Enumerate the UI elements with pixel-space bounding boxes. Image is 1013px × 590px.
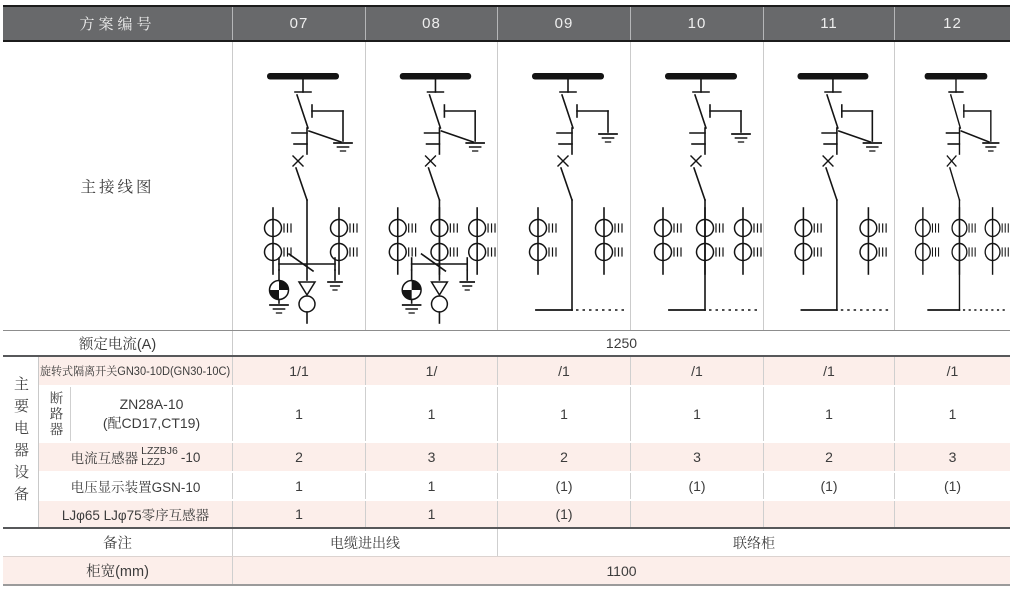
table-cell: 3 [630, 443, 763, 471]
table-cell: 3 [894, 443, 1010, 471]
table-cell: 1 [763, 387, 894, 441]
breaker-model-line1: ZN28A-10 [119, 396, 184, 413]
ct-model-top: LZZBJ6 [141, 444, 178, 457]
ct-model-bottom: LZZJ [141, 456, 166, 468]
wiring-diagram-10 [631, 42, 763, 330]
wiring-diagram-07 [233, 42, 365, 330]
table-cell: 1 [365, 473, 497, 499]
cabinet-width-row [3, 556, 1010, 584]
table-cell: 1 [365, 387, 497, 441]
table-cell: 1/1 [232, 357, 365, 385]
equipment-group-cell [3, 357, 39, 527]
ct-model-stack [141, 446, 178, 468]
table-cell [894, 501, 1010, 527]
table-cell [630, 501, 763, 527]
table-cell: 2 [763, 443, 894, 471]
table-cell: 1 [232, 473, 365, 499]
wiring-diagram-label: 主接线图 [80, 179, 155, 196]
table-cell: /1 [497, 357, 630, 385]
remarks-row [3, 527, 1010, 556]
row-disconnect-switch [39, 357, 1010, 385]
table-cell: 1 [894, 387, 1010, 441]
equipment-block [3, 357, 1010, 527]
zero-sequence-ct-label: LJφ65 LJφ75零序互感器 [61, 508, 210, 523]
row-circuit-breaker [39, 385, 1010, 441]
table-cell: 3 [365, 443, 497, 471]
remarks-tie-value: 联络柜 [497, 529, 1010, 556]
ct-model-suffix: -10 [180, 449, 201, 465]
table-cell: 1 [232, 387, 365, 441]
rated-current-label: 额定电流(A) [78, 336, 157, 353]
table-cell: /1 [763, 357, 894, 385]
wiring-diagram-row [3, 42, 1010, 330]
table-cell: 1 [630, 387, 763, 441]
row-zero-sequence-ct [39, 499, 1010, 527]
table-cell: (1) [497, 473, 630, 499]
column-header-07: 07 [232, 7, 365, 40]
table-cell: /1 [894, 357, 1010, 385]
table-cell: 1 [232, 501, 365, 527]
table-cell: 2 [232, 443, 365, 471]
rated-current-row [3, 330, 1010, 357]
voltage-display-label: 电压显示装置GSN-10 [70, 480, 201, 495]
table-cell [763, 501, 894, 527]
rated-current-value: 1250 [232, 331, 1010, 355]
table-cell: 1 [497, 387, 630, 441]
table-cell: /1 [630, 357, 763, 385]
circuit-breaker-sublabel: 断路器 [47, 390, 63, 438]
scheme-table [3, 5, 1010, 586]
wiring-diagram-12 [895, 42, 1010, 330]
table-cell: 1/ [365, 357, 497, 385]
table-cell: (1) [894, 473, 1010, 499]
wiring-diagram-08 [366, 42, 497, 330]
table-cell: 1 [365, 501, 497, 527]
breaker-model-line2: (配CD17,CT19) [102, 415, 201, 431]
column-header-09: 09 [497, 7, 630, 40]
cabinet-width-value: 1100 [232, 557, 1010, 584]
column-header-08: 08 [365, 7, 497, 40]
wiring-diagram-11 [764, 42, 894, 330]
table-cell: (1) [497, 501, 630, 527]
column-header-11: 11 [763, 7, 894, 40]
current-transformer-label [71, 446, 201, 468]
table-header-row [3, 5, 1010, 42]
ct-label-text: 电流互感器 [70, 451, 139, 466]
equipment-rows [39, 357, 1010, 527]
scheme-number-header: 方案编号 [79, 16, 156, 33]
equipment-group-label: 主要电器设备 [12, 376, 29, 508]
disconnect-switch-label: 旋转式隔离开关GN30-10D(GN30-10C) [40, 366, 231, 378]
circuit-breaker-sublabel-cell [39, 387, 71, 441]
wiring-diagram-09 [498, 42, 630, 330]
remarks-label: 备注 [103, 536, 132, 552]
remarks-cable-value: 电缆进出线 [232, 529, 497, 556]
column-header-12: 12 [894, 7, 1010, 40]
table-cell: 2 [497, 443, 630, 471]
circuit-breaker-model [71, 387, 232, 441]
row-voltage-display [39, 471, 1010, 499]
row-current-transformer [39, 441, 1010, 471]
cabinet-width-label: 柜宽(mm) [86, 564, 149, 580]
column-header-10: 10 [630, 7, 763, 40]
table-cell: (1) [763, 473, 894, 499]
table-cell: (1) [630, 473, 763, 499]
